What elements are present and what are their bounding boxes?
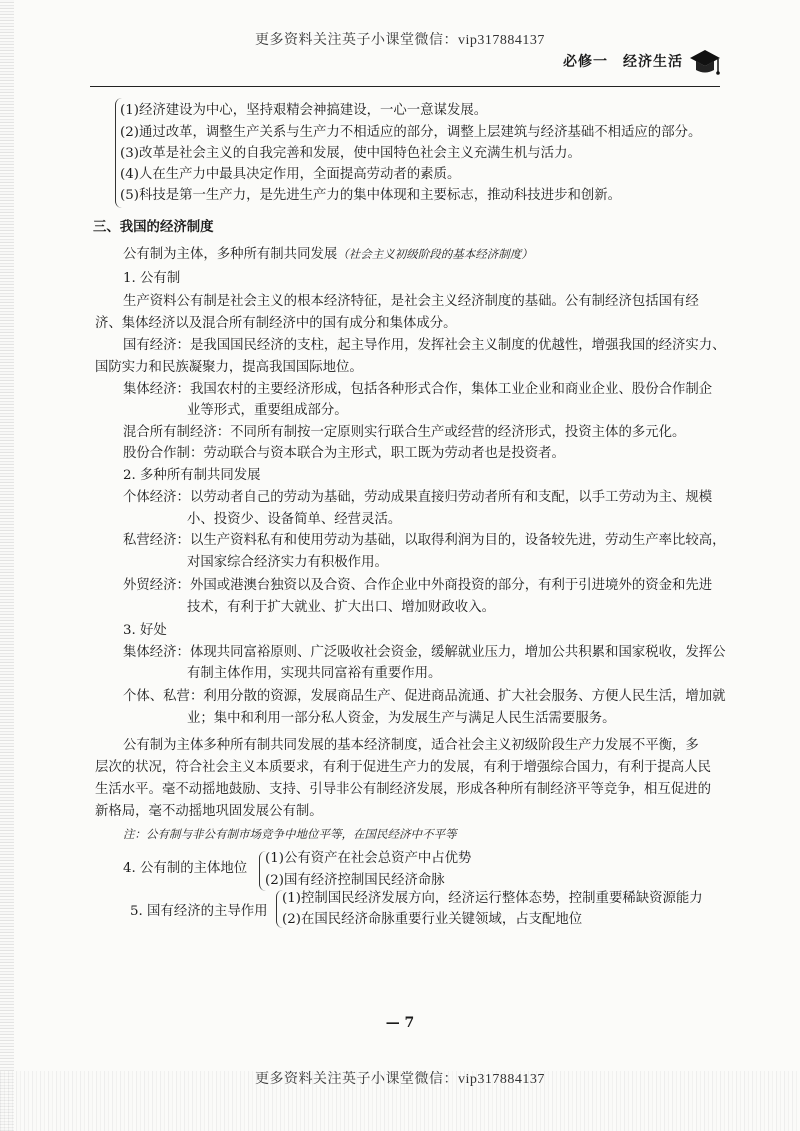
hunhe-line: 混合所有制经济：不同所有制按一定原则实行联合生产或经营的经济形式，投资主体的多元化。 xyxy=(123,425,686,440)
intro-item-4: (4)人在生产力中最具决定作用，全面提高劳动者的素质。 xyxy=(120,167,461,182)
p1-title: 1. 公有制 xyxy=(123,271,181,286)
watermark-bottom: 更多资料关注英子小课堂微信：vip317884137 xyxy=(255,1072,545,1087)
header-rule xyxy=(90,86,720,87)
note-line: 注：公有制与非公有制市场竞争中地位平等，在国民经济中不平等 xyxy=(123,827,457,841)
p1-line-2: 济、集体经济以及混合所有制经济中的国有成分和集体成分。 xyxy=(95,316,457,331)
summary-line-3: 生活水平。毫不动摇地鼓励、支持、引导非公有制经济发展，形成各种所有制经济平等竞争，相互促进的 xyxy=(95,782,711,797)
benefit-jiti-line-2: 有制主体作用，实现共同富裕有重要作用。 xyxy=(187,666,442,681)
jiti-line-1: 集体经济：我国农村的主要经济形成，包括各种形式合作，集体工业企业和商业企业、股份合作制企 xyxy=(123,382,713,397)
basic-system-main: 公有制为主体，多种所有制共同发展 xyxy=(123,247,338,262)
p5-item-2: (2)在国民经济命脉重要行业关键领域，占支配地位 xyxy=(282,912,583,927)
intro-item-5: (5)科技是第一生产力，是先进生产力的集中体现和主要标志，推动科技进步和创新。 xyxy=(120,188,622,203)
geti-line-1: 个体经济：以劳动者自己的劳动为基础，劳动成果直接归劳动者所有和支配，以手工劳动为主、规模 xyxy=(123,490,713,505)
p5-title: 5. 国有经济的主导作用 xyxy=(130,904,268,919)
header-title: 必修一 经济生活 xyxy=(563,54,683,70)
intro-item-3: (3)改革是社会主义的自我完善和发展，使中国特色社会主义充满生机与活力。 xyxy=(120,146,581,161)
p4-item-2: (2)国有经济控制国民经济命脉 xyxy=(265,873,445,888)
graduation-cap-icon xyxy=(688,44,722,82)
gufen-line: 股份合作制：劳动联合与资本联合为主形式，职工既为劳动者也是投资者。 xyxy=(123,446,565,461)
geti-line-2: 小、投资少、设备简单、经营灵活。 xyxy=(187,512,402,527)
summary-line-1: 公有制为主体多种所有制共同发展的基本经济制度，适合社会主义初级阶段生产力发展不平衡，多 xyxy=(123,738,699,753)
benefit-jiti-line-1: 集体经济：体现共同富裕原则、广泛吸收社会资金，缓解就业压力，增加公共积累和国家税收，发挥公 xyxy=(123,645,726,660)
siying-line-2: 对国家综合经济实力有积极作用。 xyxy=(187,555,388,570)
jiti-line-2: 业等形式，重要组成部分。 xyxy=(187,403,348,418)
benefit-geti-line-2: 业；集中和利用一部分私人资金，为发展生产与满足人民生活需要服务。 xyxy=(187,711,616,726)
benefit-geti-line-1: 个体、私营：利用分散的资源，发展商品生产、促进商品流通、扩大社会服务、方便人民生活，增加就 xyxy=(123,689,726,704)
guoyou-line-2: 国防实力和民族凝聚力，提高我国国际地位。 xyxy=(95,360,363,375)
waimao-line-1: 外贸经济：外国或港澳台独资以及合资、合作企业中外商投资的部分，有利于引进境外的资金和先进 xyxy=(123,578,713,593)
scan-edge-left xyxy=(0,0,14,1131)
p1-line-1: 生产资料公有制是社会主义的根本经济特征，是社会主义经济制度的基础。公有制经济包括国有经 xyxy=(123,294,699,309)
summary-line-4: 新格局，毫不动摇地巩固发展公有制。 xyxy=(95,804,323,819)
intro-item-1: (1)经济建设为中心，坚持艰精会神搞建设，一心一意谋发展。 xyxy=(120,103,488,118)
p3-title: 3. 好处 xyxy=(123,623,167,638)
siying-line-1: 私营经济：以生产资料私有和使用劳动为基础，以取得利润为目的，设备较先进，劳动生产率比较高， xyxy=(123,533,726,548)
intro-item-2: (2)通过改革，调整生产关系与生产力不相适应的部分，调整上层建筑与经济基础不相适应的部分。 xyxy=(120,125,702,140)
section-title: 三、我国的经济制度 xyxy=(93,219,214,235)
watermark-top: 更多资料关注英子小课堂微信：vip317884137 xyxy=(255,33,545,48)
p4-title: 4. 公有制的主体地位 xyxy=(123,861,248,876)
basic-system-line xyxy=(123,248,533,261)
page-number: — 7 xyxy=(385,1015,415,1031)
basic-system-note: （社会主义初级阶段的基本经济制度） xyxy=(337,247,533,261)
summary-line-2: 层次的状况，符合社会主义本质要求，有利于促进生产力的发展，有利于增强综合国力，有利于提高人民 xyxy=(95,760,711,775)
p2-title: 2. 多种所有制共同发展 xyxy=(123,468,261,483)
guoyou-line-1: 国有经济：是我国国民经济的支柱，起主导作用，发挥社会主义制度的优越性，增强我国的经济实力、 xyxy=(123,338,726,353)
p4-item-1: (1)公有资产在社会总资产中占优势 xyxy=(265,851,472,866)
waimao-line-2: 技术，有利于扩大就业、扩大出口、增加财政收入。 xyxy=(187,600,495,615)
p5-item-1: (1)控制国民经济发展方向，经济运行整体态势，控制重要稀缺资源能力 xyxy=(282,891,703,906)
